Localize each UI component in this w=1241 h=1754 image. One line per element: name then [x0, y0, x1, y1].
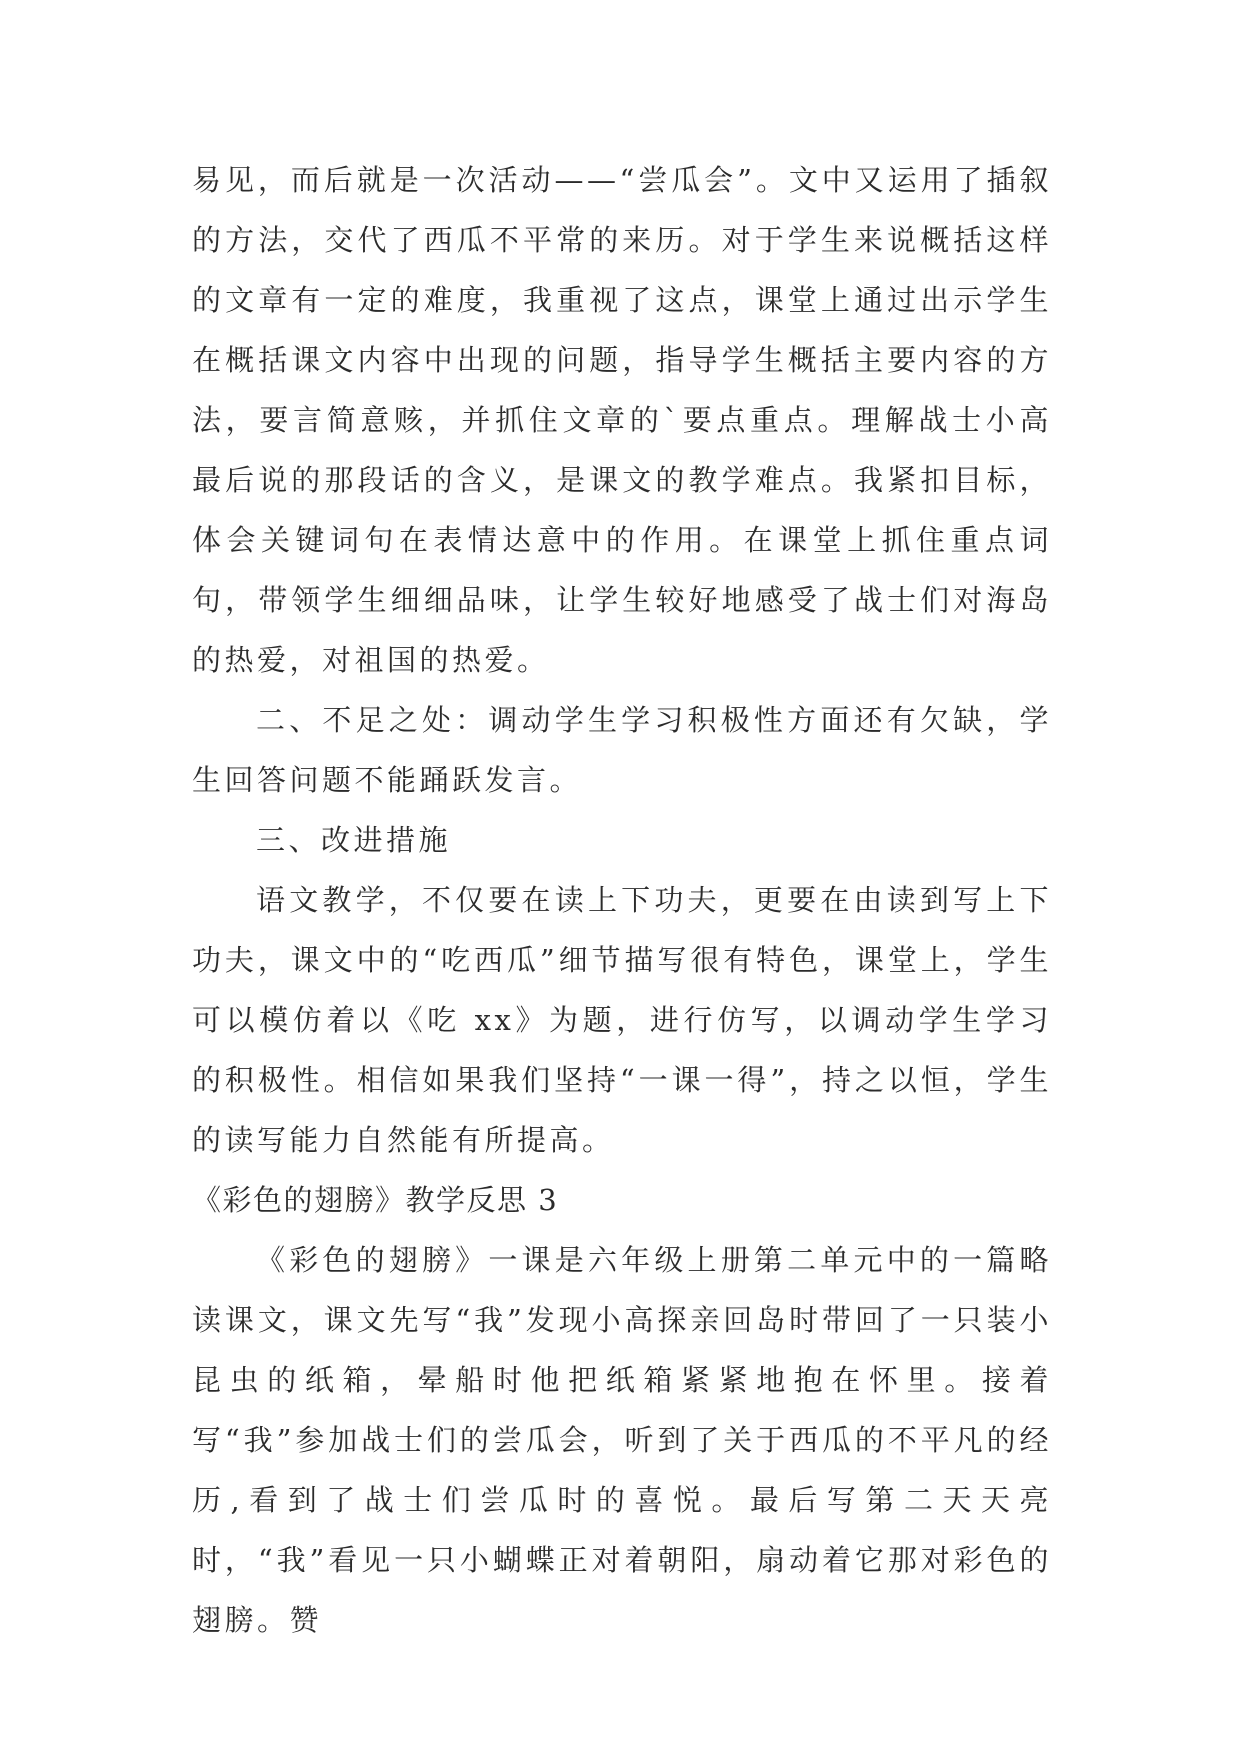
section-heading-improvements: 三、改进措施 [256, 823, 452, 857]
paragraph-shortcomings: 二、不足之处：调动学生学习积极性方面还有欠缺，学生回答问题不能踊跃发言。 [192, 703, 1052, 797]
article-title: 《彩色的翅膀》教学反思 3 [192, 1183, 559, 1217]
paragraph-improvements: 语文教学，不仅要在读上下功夫，更要在由读到写上下功夫，课文中的“吃西瓜”细节描写很有特色，课堂上，学生可以模仿着以《吃 xx》为题，进行仿写，以调动学生学习的积极性。相信如果我们坚持“一课一得”，持之以恒，学生的读写能力自然能有所提高。 [192, 883, 1052, 1157]
paragraph-intro: 《彩色的翅膀》一课是六年级上册第二单元中的一篇略读课文，课文先写“我”发现小高探亲回岛时带回了一只装小昆虫的纸箱，晕船时他把纸箱紧紧地抱在怀里。接着写“我”参加战士们的尝瓜会，听到了关于西瓜的不平凡的经历,看到了战士们尝瓜时的喜悦。最后写第二天天亮时，“我”看见一只小蝴蝶正对着朝阳，扇动着它那对彩色的翅膀。赞 [192, 1243, 1052, 1637]
paragraph-analysis: 易见，而后就是一次活动——“尝瓜会”。文中又运用了插叙的方法，交代了西瓜不平常的来历。对于学生来说概括这样的文章有一定的难度，我重视了这点，课堂上通过出示学生在概括课文内容中出现的问题，指导学生概括主要内容的方法，要言简意赅，并抓住文章的`要点重点。理解战士小高最后说的那段话的含义，是课文的教学难点。我紧扣目标，体会关键词句在表情达意中的作用。在课堂上抓住重点词句，带领学生细细品味，让学生较好地感受了战士们对海岛的热爱，对祖国的热爱。 [192, 163, 1052, 677]
document-page [192, 150, 1052, 1650]
